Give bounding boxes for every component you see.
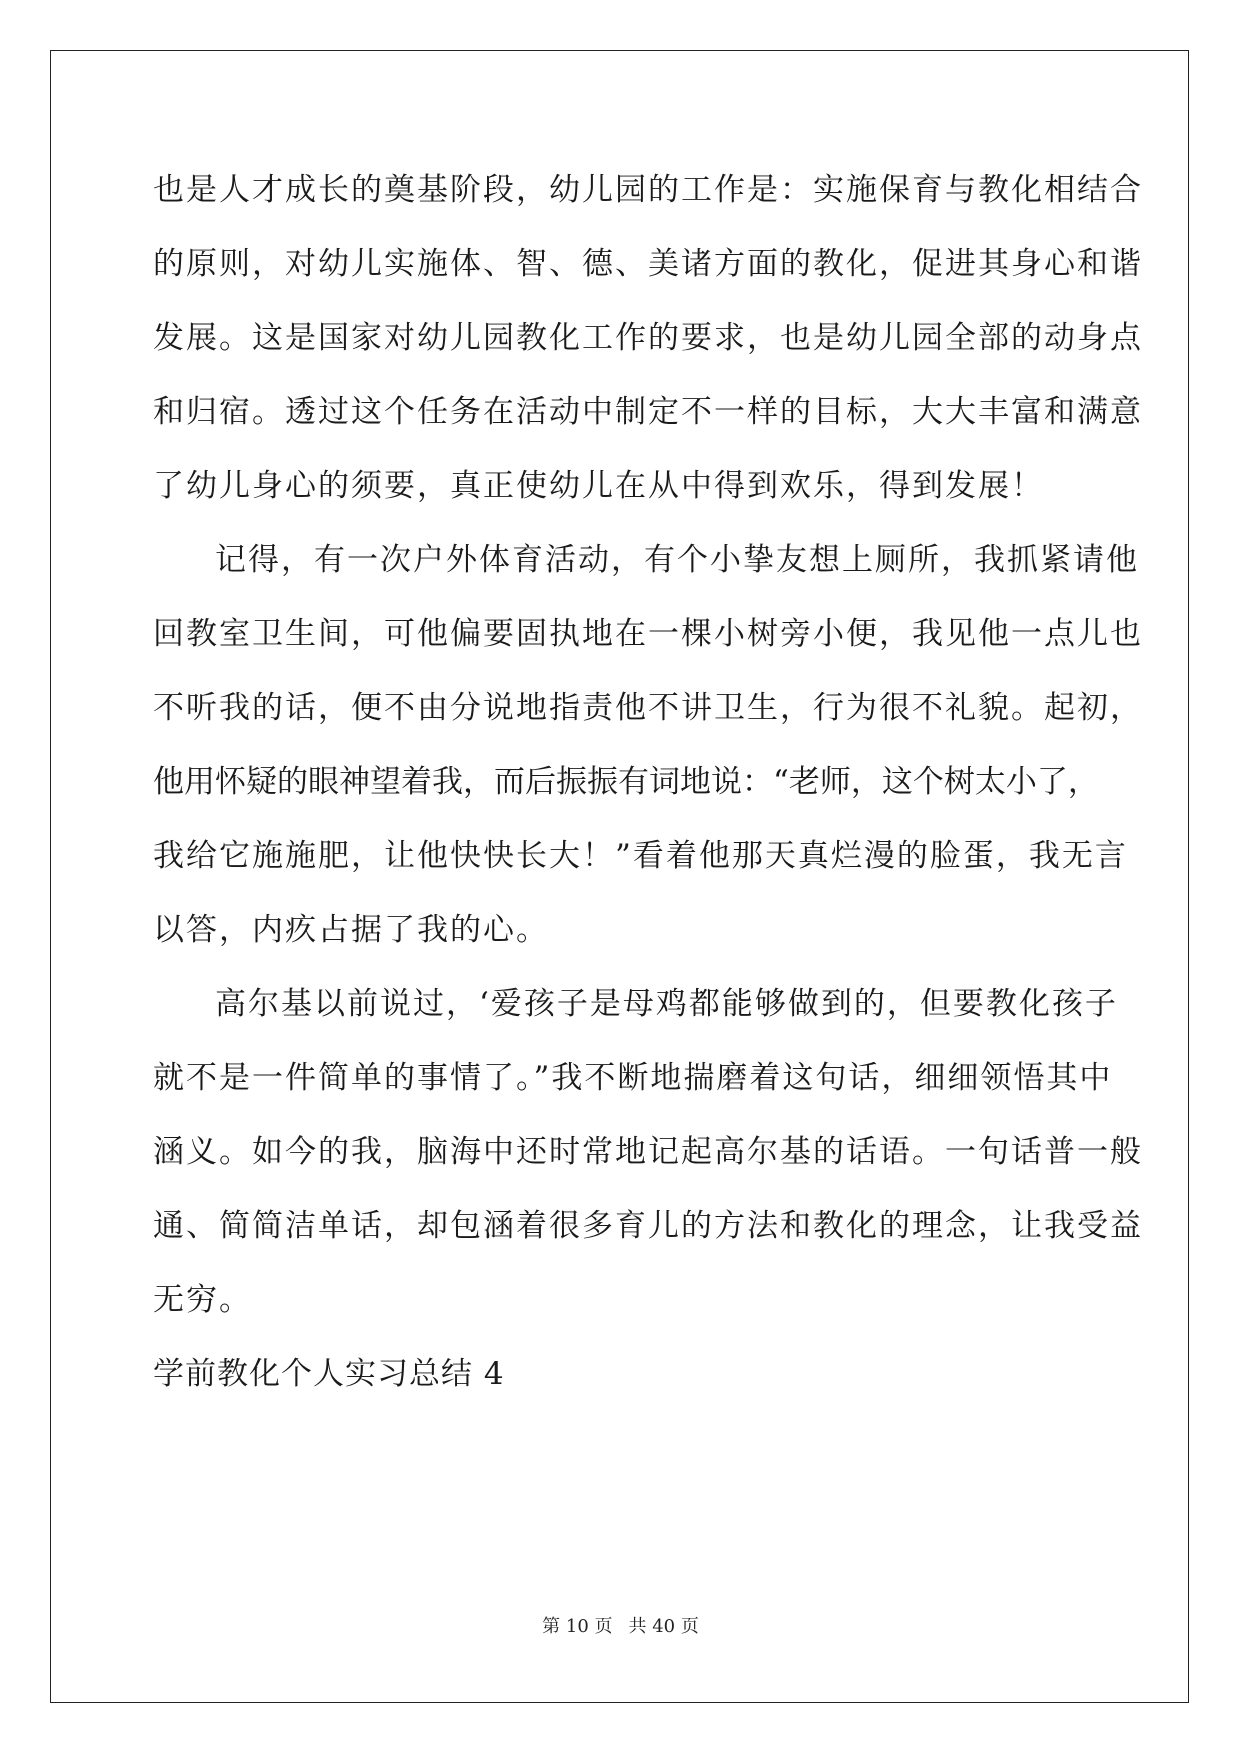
body-line-15: 通、简简洁单话，却包涵着很多育儿的方法和教化的理念，让我受益 xyxy=(153,1208,1143,1244)
body-line-9: 他用怀疑的眼神望着我，而后振振有词地说：“老师，这个树太小了， xyxy=(153,764,1099,800)
paragraph-start-line: 记得，有一次户外体育活动，有个小挚友想上厕所，我抓紧请他 xyxy=(215,542,1139,578)
body-line-4: 和归宿。透过这个任务在活动中制定不一样的目标，大大丰富和满意 xyxy=(153,394,1143,430)
section-heading: 学前教化个人实习总结 4 xyxy=(153,1356,505,1392)
body-line-14: 涵义。如今的我，脑海中还时常地记起高尔基的话语。一句话普一般 xyxy=(153,1134,1143,1170)
paragraph-start-line: 高尔基以前说过，‘爱孩子是母鸡都能够做到的，但要教化孩子 xyxy=(215,986,1118,1022)
body-line-3: 发展。这是国家对幼儿园教化工作的要求，也是幼儿园全部的动身点 xyxy=(153,320,1143,356)
body-line-7: 回教室卫生间，可他偏要固执地在一棵小树旁小便，我见他一点儿也 xyxy=(153,616,1143,652)
body-line-8: 不听我的话，便不由分说地指责他不讲卫生，行为很不礼貌。起初， xyxy=(153,690,1143,726)
body-line-13: 就不是一件简单的事情了。”我不断地揣磨着这句话，细细领悟其中 xyxy=(153,1060,1113,1096)
page-number-current: 第 10 页 xyxy=(542,1616,613,1637)
body-line-5: 了幼儿身心的须要，真正使幼儿在从中得到欢乐，得到发展！ xyxy=(153,468,1044,504)
body-line-16: 无穷。 xyxy=(153,1282,252,1318)
page-footer xyxy=(0,1615,1241,1639)
body-line-1: 也是人才成长的奠基阶段，幼儿园的工作是：实施保育与教化相结合 xyxy=(153,172,1143,208)
body-line-10: 我给它施施肥，让他快快长大！”看着他那天真烂漫的脸蛋，我无言 xyxy=(153,838,1128,874)
body-line-2: 的原则，对幼儿实施体、智、德、美诸方面的教化，促进其身心和谐 xyxy=(153,246,1143,282)
page-number-total: 共 40 页 xyxy=(628,1616,699,1637)
page-frame xyxy=(50,50,1189,1703)
body-line-11: 以答，内疚占据了我的心。 xyxy=(153,912,549,948)
